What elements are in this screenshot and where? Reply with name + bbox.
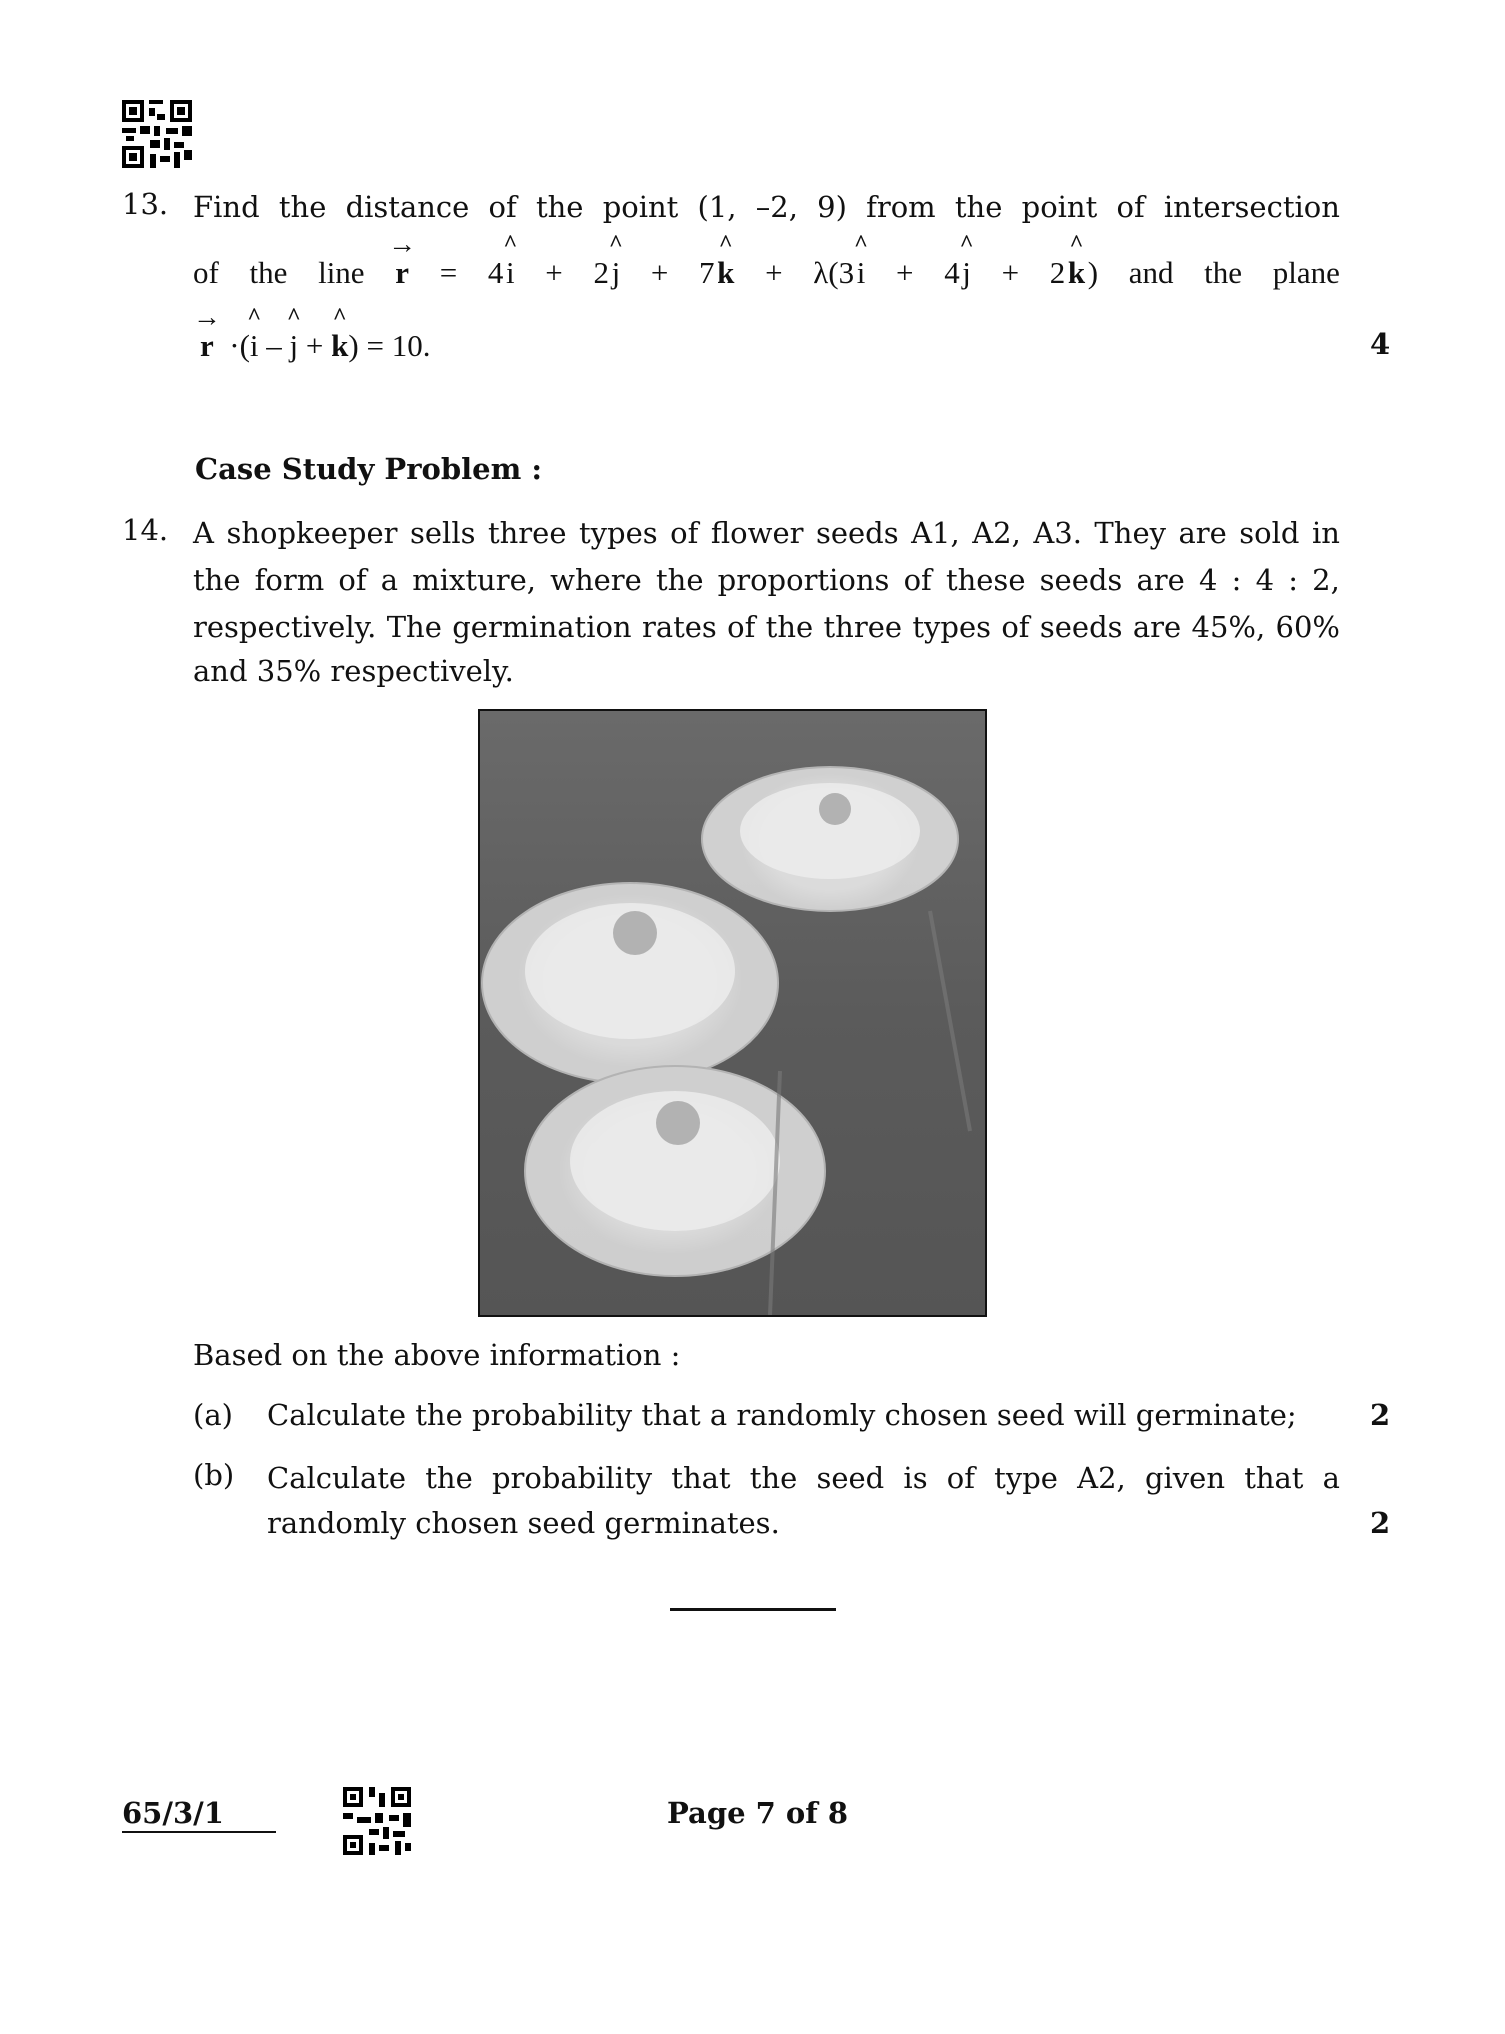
part-b-line-1: Calculate the probability that the seed is of type A2, given that a [267,1461,1340,1495]
qr-code-icon [122,100,192,168]
question-13-marks: 4 [1370,327,1391,361]
question-13-line-1: Find the distance of the point (1, –2, 9) from the point of intersection [193,190,1340,224]
question-13-line-2: of the line → r = 4 ^ i + 2 ^ j + 7 ^ k + λ(3 ^ i + 4 ^ j + 2 ^ k ) and the plane [193,255,1340,291]
question-13-line-3: → r ·(^ i – ^ j + ^ k) = 10. [200,328,430,364]
case-study-heading: Case Study Problem : [195,452,543,486]
question-number: 14. [122,513,169,547]
unit-vector-k: ^ k [717,255,734,291]
dahlia-flowers-image [480,711,985,1315]
part-b-line-2: randomly chosen seed germinates. [267,1506,780,1540]
instruction-text: Based on the above information : [193,1338,681,1372]
flower-photo [478,709,987,1317]
part-a-label: (a) [193,1398,233,1432]
vector-r: → r [395,255,409,291]
unit-vector-j: ^ j [290,328,299,364]
unit-vector-i: ^ i [506,255,515,291]
end-separator [670,1608,836,1611]
question-14-line-2: the form of a mixture, where the proportions of these seeds are 4 : 4 : 2, [193,563,1340,597]
paper-code-underline [122,1831,276,1833]
vector-r: → r [200,328,214,364]
unit-vector-i: ^ i [857,255,866,291]
part-b-marks: 2 [1370,1506,1391,1540]
unit-vector-k: ^ k [1068,255,1085,291]
part-b-label: (b) [193,1458,235,1492]
part-a-marks: 2 [1370,1398,1391,1432]
unit-vector-i: ^ i [250,328,259,364]
question-14-line-4: and 35% respectively. [193,654,514,688]
unit-vector-k: ^ k [331,328,348,364]
paper-code: 65/3/1 [122,1796,224,1830]
part-a-text: Calculate the probability that a randomly chosen seed will germinate; [267,1398,1297,1432]
unit-vector-j: ^ j [962,255,971,291]
question-number: 13. [122,187,169,221]
qr-code-icon [343,1787,411,1855]
page-number: Page 7 of 8 [667,1796,849,1830]
unit-vector-j: ^ j [612,255,621,291]
question-14-line-1: A shopkeeper sells three types of flower seeds A1, A2, A3. They are sold in [193,516,1340,550]
question-14-line-3: respectively. The germination rates of the three types of seeds are 45%, 60% [193,610,1340,644]
